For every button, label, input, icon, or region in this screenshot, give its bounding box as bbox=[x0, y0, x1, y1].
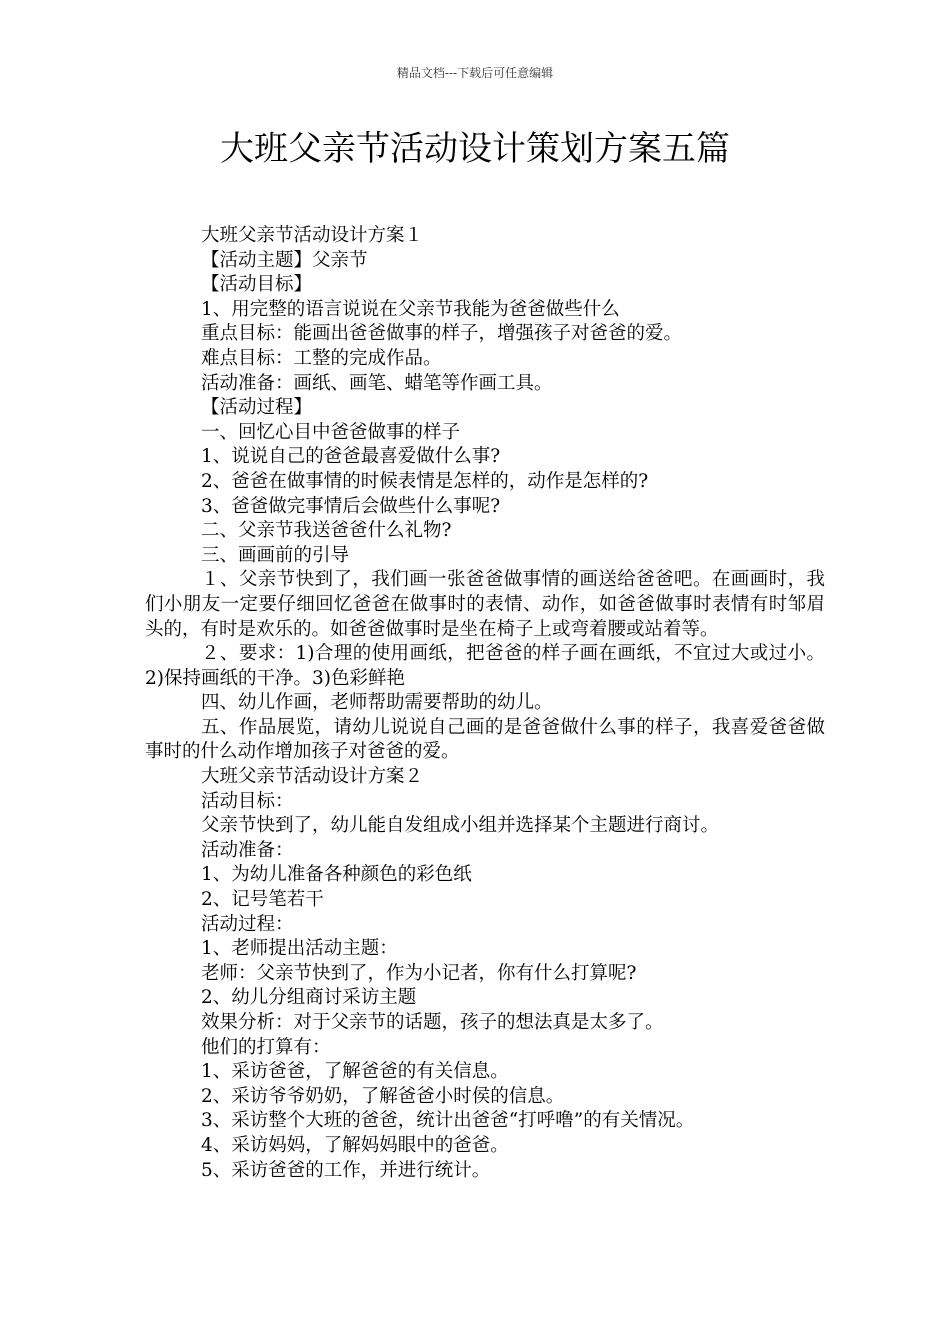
text-line: 【活动过程】 bbox=[201, 397, 313, 419]
text-line: 父亲节快到了，幼儿能自发组成小组并选择某个主题进行商讨。 bbox=[201, 815, 720, 837]
text-line: 他们的打算有： bbox=[201, 1036, 331, 1058]
text-line: 老师：父亲节快到了，作为小记者，你有什么打算呢? bbox=[201, 962, 637, 984]
text-line: 1、为幼儿准备各种颜色的彩色纸 bbox=[201, 864, 472, 886]
text-paragraph: 五、作品展览，请幼儿说说自己画的是爸爸做什么事的样子，我喜爱爸爸做事时的什么动作增加孩子对爸爸的爱。 bbox=[145, 716, 825, 763]
text-line: 活动过程： bbox=[201, 913, 294, 935]
text-line: 难点目标：工整的完成作品。 bbox=[201, 347, 442, 369]
text-line: 活动准备：画纸、画笔、蜡笔等作画工具。 bbox=[201, 372, 553, 394]
text-line: 1、老师提出活动主题： bbox=[201, 938, 398, 960]
text-line: 【活动主题】父亲节 bbox=[201, 249, 368, 271]
text-line: 效果分析：对于父亲节的话题，孩子的想法真是太多了。 bbox=[201, 1012, 664, 1033]
text-line: 活动目标： bbox=[201, 790, 294, 812]
text-line: 大班父亲节活动设计方案１ bbox=[201, 225, 424, 246]
text-line: 三、画画前的引导 bbox=[201, 544, 350, 566]
text-paragraph: 四、幼儿作画，老师帮助需要帮助的幼儿。 bbox=[201, 692, 553, 714]
text-paragraph: １、父亲节快到了，我们画一张爸爸做事情的画送给爸爸吧。在画画时，我们小朋友一定要仔细回忆爸爸在做事时的表情、动作，如爸爸做事时表情有时邹眉头的，有时是欢乐的。如爸爸做事时是坐在椅子上或弯着腰或站着等。 bbox=[145, 569, 825, 640]
text-paragraph: ２、要求：1)合理的使用画纸，把爸爸的样子画在画纸，不宜过大或过小。2)保持画纸的干净。3)色彩鲜艳 bbox=[145, 643, 825, 689]
text-line: 2、幼儿分组商讨采访主题 bbox=[201, 987, 417, 1009]
text-line: 【活动目标】 bbox=[201, 274, 313, 296]
text-line: 二、父亲节我送爸爸什么礼物? bbox=[201, 520, 452, 542]
text-line: 1、采访爸爸，了解爸爸的有关信息。 bbox=[201, 1061, 509, 1083]
text-line: 5、采访爸爸的工作，并进行统计。 bbox=[201, 1159, 491, 1181]
text-line: 1、用完整的语言说说在父亲节我能为爸爸做些什么 bbox=[201, 298, 620, 320]
text-line: 重点目标：能画出爸爸做事的样子，增强孩子对爸爸的爱。 bbox=[201, 323, 683, 345]
text-line: 2、记号笔若干 bbox=[201, 889, 324, 911]
text-line: 2、采访爷爷奶奶，了解爸爸小时侯的信息。 bbox=[201, 1085, 565, 1107]
document-title: 大班父亲节活动设计策划方案五篇 bbox=[220, 129, 730, 169]
text-line: 2、爸爸在做事情的时候表情是怎样的，动作是怎样的? bbox=[201, 470, 649, 492]
text-line: 大班父亲节活动设计方案２ bbox=[201, 766, 424, 788]
text-line: 3、采访整个大班的爸爸，统计出爸爸“打呼噜”的有关情况。 bbox=[201, 1110, 695, 1132]
text-line: 3、爸爸做完事情后会做些什么事呢? bbox=[201, 495, 501, 517]
text-line: 4、采访妈妈，了解妈妈眼中的爸爸。 bbox=[201, 1134, 509, 1156]
text-line: 1、说说自己的爸爸最喜爱做什么事? bbox=[201, 446, 501, 468]
text-line: 活动准备： bbox=[201, 839, 294, 861]
text-line: 一、回忆心目中爸爸做事的样子 bbox=[201, 421, 461, 443]
document-body bbox=[145, 224, 825, 1183]
header-note: 精品文档---下载后可任意编辑 bbox=[396, 66, 554, 80]
